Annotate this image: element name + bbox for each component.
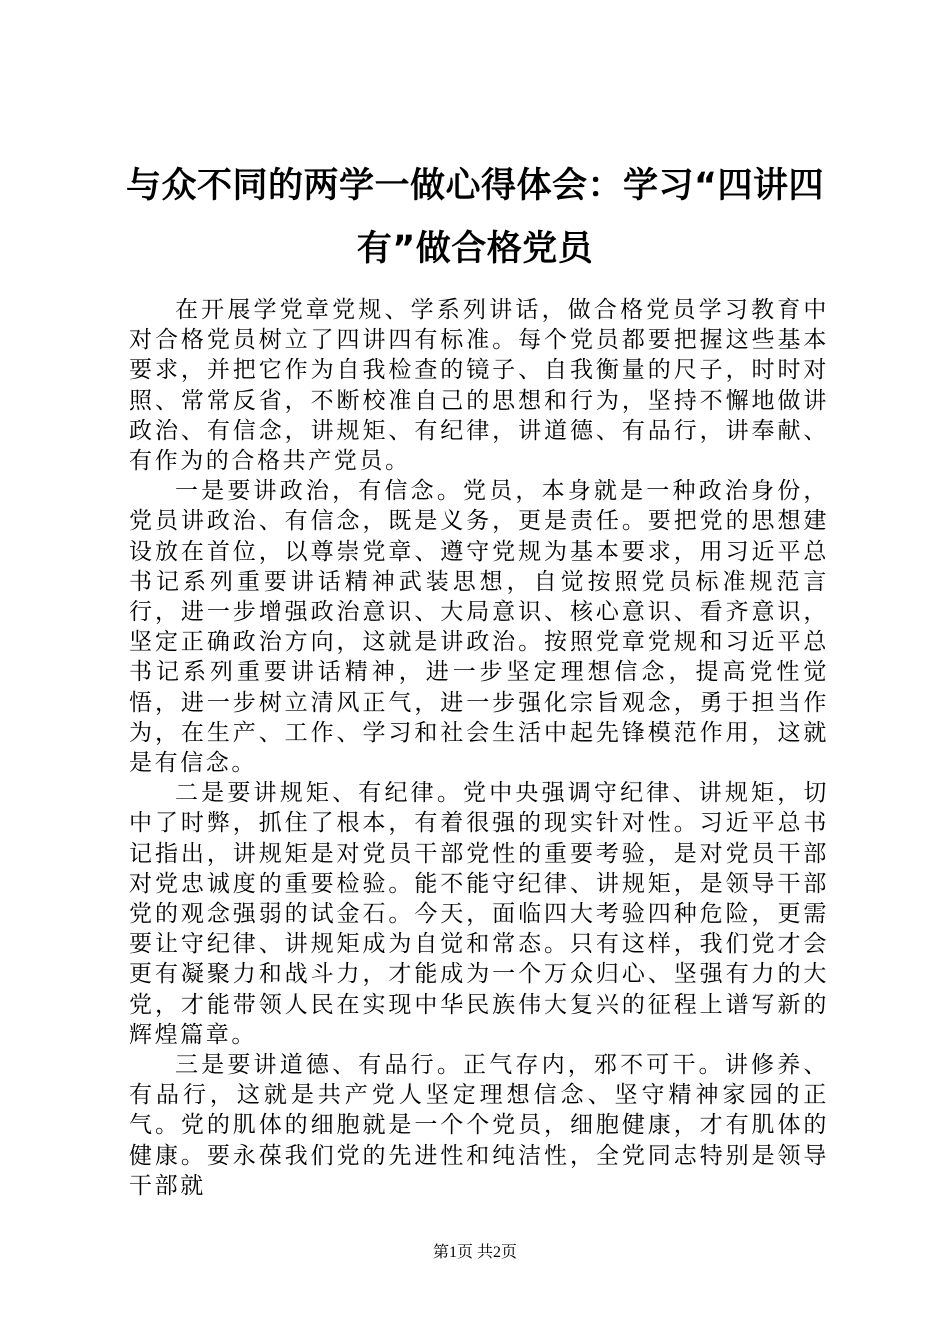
document-title	[110, 155, 840, 281]
paragraph-discipline: 二是要讲规矩、有纪律。党中央强调守纪律、讲规矩，切中了时弊，抓住了根本，有着很强的现实针对性。习近平总书记指出，讲规矩是对党员干部党性的重要考验，是对党员干部对党忠诚度的重要检验。能不能守纪律、讲规矩，是领导干部党的观念强弱的试金石。今天，面临四大考验四种危险，更需要让守纪律、讲规矩成为自觉和常态。只有这样，我们党才会更有凝聚力和战斗力，才能成为一个万众归心、坚强有力的大党，才能带领人民在实现中华民族伟大复兴的征程上谱写新的辉煌篇章。	[129, 780, 829, 1048]
paragraph-politics: 一是要讲政治，有信念。党员，本身就是一种政治身份，党员讲政治、有信念，既是义务，更是责任。要把党的思想建设放在首位，以尊崇党章、遵守党规为基本要求，用习近平总书记系列重要讲话精神武装思想，自觉按照党员标准规范言行，进一步增强政治意识、大局意识、核心意识、看齐意识，坚定正确政治方向，这就是讲政治。按照党章党规和习近平总书记系列重要讲话精神，进一步坚定理想信念，提高党性觉悟，进一步树立清风正气，进一步强化宗旨观念，勇于担当作为，在生产、工作、学习和社会生活中起先锋模范作用，这就是有信念。	[129, 478, 829, 777]
title-line-1: 与众不同的两学一做心得体会：学习“四讲四	[125, 166, 824, 206]
title-line-2: 有”做合格党员	[356, 229, 594, 269]
document-body	[129, 295, 829, 1201]
paragraph-morality: 三是要讲道德、有品行。正气存内，邪不可干。讲修养、有品行，这就是共产党人坚定理想信念、坚守精神家园的正气。党的肌体的细胞就是一个个党员，细胞健康，才有肌体的健康。要永葆我们党的先进性和纯洁性，全党同志特别是领导干部就	[129, 1052, 829, 1199]
page-footer: 第1页 共2页	[432, 1244, 517, 1261]
paragraph-intro: 在开展学党章党规、学系列讲话，做合格党员学习教育中对合格党员树立了四讲四有标准。每个党员都要把握这些基本要求，并把它作为自我检查的镜子、自我衡量的尺子，时时对照、常常反省，不断校准自己的思想和行为，坚持不懈地做讲政治、有信念，讲规矩、有纪律，讲道德、有品行，讲奉献、有作为的合格共产党员。	[129, 297, 829, 475]
